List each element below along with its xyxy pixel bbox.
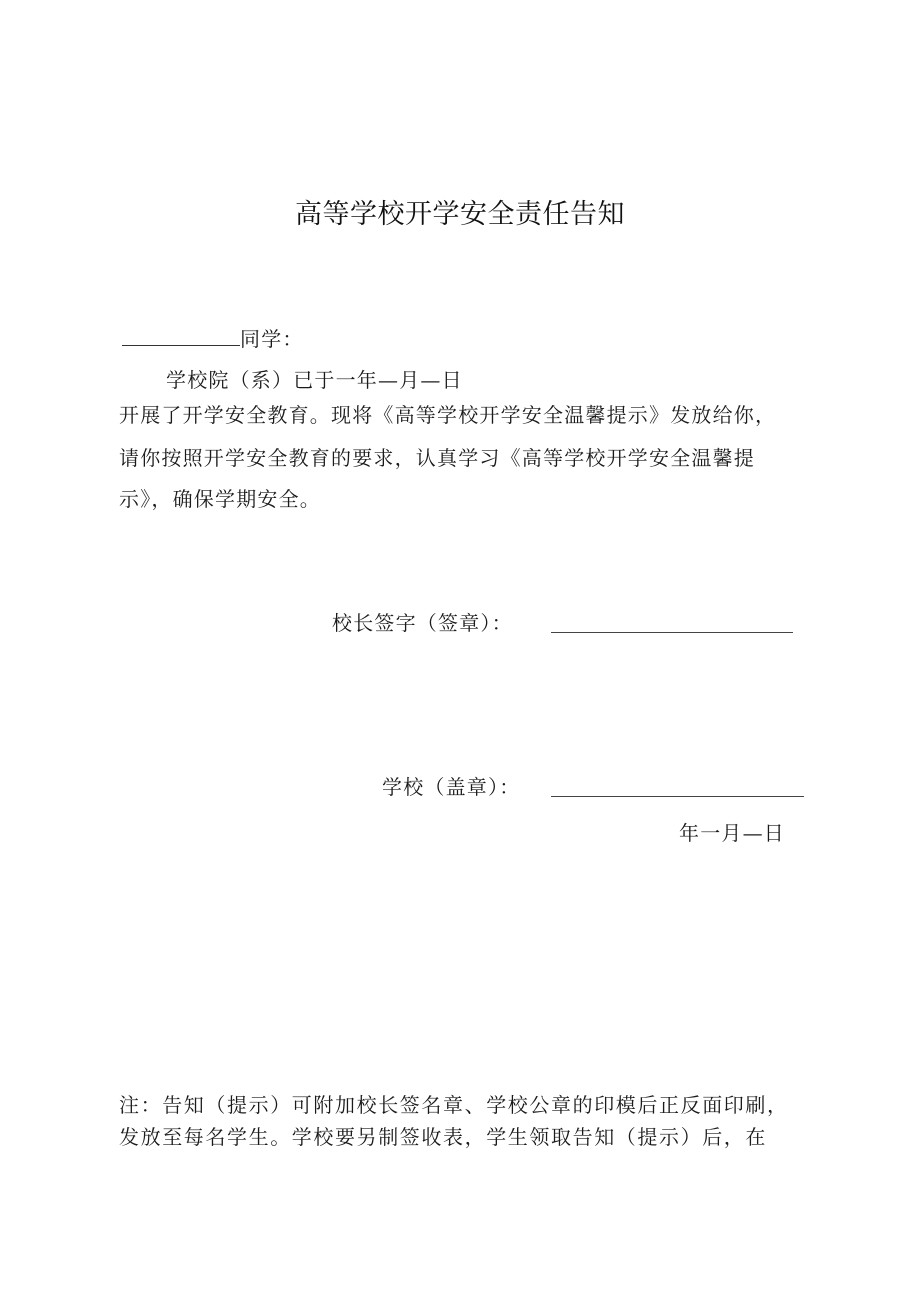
paragraph-line-2: 开展了开学安全教育。现将《高等学校开学安全温馨提示》发放给你， xyxy=(119,403,777,427)
paragraph-line-1: 学校院（系）已于一年—月—日 xyxy=(166,368,463,392)
note-line-1: 注：告知（提示）可附加校长签名章、学校公章的印模后正反面印刷， xyxy=(119,1093,789,1117)
salutation: 同学： xyxy=(240,327,304,351)
school-seal-label: 学校（盖章）： xyxy=(382,775,521,799)
salutation-line xyxy=(122,324,304,354)
school-seal-line xyxy=(551,796,804,797)
signature-date: 年一月—日 xyxy=(679,821,785,845)
document-title: 高等学校开学安全责任告知 xyxy=(295,199,625,230)
principal-signature-line xyxy=(551,632,793,633)
note-line-2: 发放至每名学生。学校要另制签收表，学生领取告知（提示）后，在 xyxy=(119,1125,767,1149)
principal-signature-label: 校长签字（签章）： xyxy=(332,611,513,635)
paragraph-line-3: 请你按照开学安全教育的要求，认真学习《高等学校开学安全温馨提 xyxy=(119,446,755,470)
student-name-blank xyxy=(122,327,240,346)
paragraph-line-4: 示》，确保学期安全。 xyxy=(119,487,321,511)
